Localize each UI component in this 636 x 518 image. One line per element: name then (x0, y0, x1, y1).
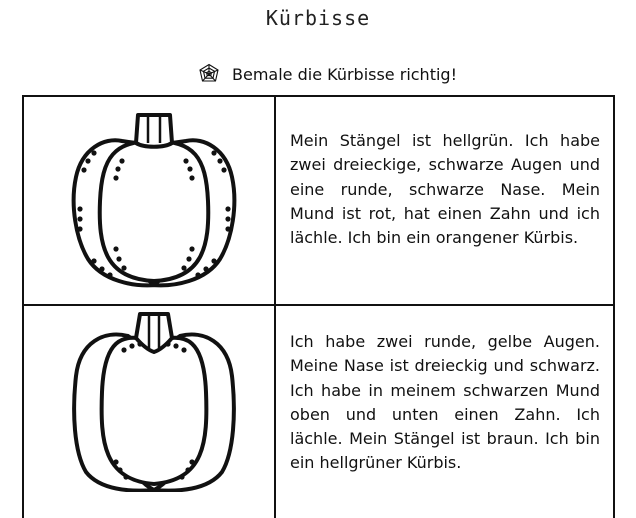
instruction-text: Bemale die Kürbisse richtig! (232, 64, 457, 84)
column-divider (274, 97, 276, 304)
description-text: Mein Stängel ist hellgrün. Ich habe zwei dreieckige, schwarze Augen und eine runde, schwarze Nase. Mein Mund ist rot, hat einen Zahn und ich lächle. Ich bin ein orangener Kürbis. (290, 131, 600, 248)
pumpkin-outline-2 (64, 312, 244, 492)
spiderweb-icon (198, 63, 220, 85)
page-title: Kürbisse (265, 6, 371, 30)
pumpkin-outline-1 (64, 109, 244, 289)
table-row (24, 306, 613, 518)
worksheet-table (22, 95, 615, 518)
instruction (198, 62, 457, 86)
description-text: Ich habe zwei runde, gelbe Augen. Meine Nase ist dreieckig und schwarz. Ich habe in meinem schwarzen Mund oben und unten einen Zahn. Ich lächle. Mein Stängel ist braun. Ich bin ein hellgrüner Kürbis. (290, 332, 600, 473)
column-divider (274, 306, 276, 518)
table-row (24, 97, 613, 306)
